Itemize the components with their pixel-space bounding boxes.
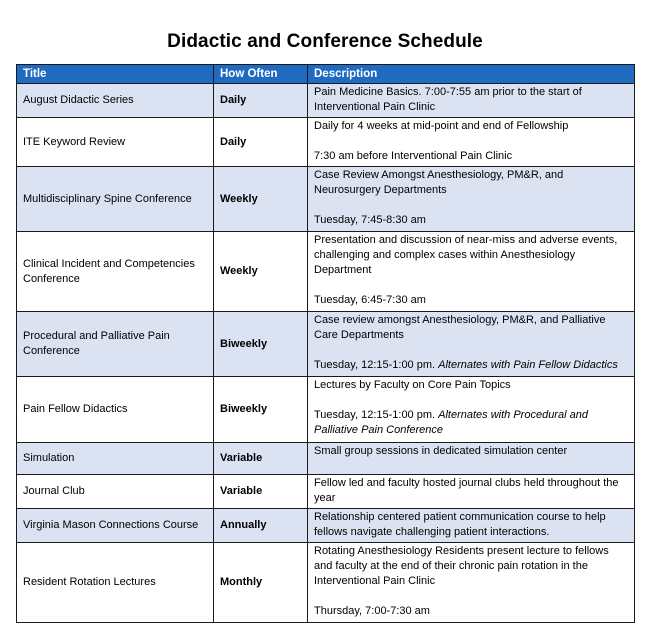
row-title: ITE Keyword Review <box>17 118 214 167</box>
row-description <box>308 232 635 312</box>
row-title: Virginia Mason Connections Course <box>17 509 214 543</box>
row-description <box>308 312 635 377</box>
row-title: Clinical Incident and Competencies Conference <box>17 232 214 312</box>
table-row <box>17 312 635 377</box>
table-row <box>17 84 635 118</box>
table-row <box>17 509 635 543</box>
schedule-time: Tuesday, 12:15-1:00 pm. <box>314 359 436 371</box>
row-frequency: Biweekly <box>214 312 308 377</box>
row-description <box>308 167 635 232</box>
row-frequency: Variable <box>214 443 308 475</box>
row-frequency: Monthly <box>214 543 308 623</box>
row-frequency: Biweekly <box>214 377 308 443</box>
table-row <box>17 118 635 167</box>
row-frequency: Variable <box>214 475 308 509</box>
description-text: Daily for 4 weeks at mid-point and end of Fellowship <box>314 120 569 132</box>
table-row <box>17 475 635 509</box>
row-description <box>308 84 635 118</box>
page-title: Didactic and Conference Schedule <box>167 31 483 52</box>
description-text: Fellow led and faculty hosted journal clubs held throughout the year <box>314 477 619 504</box>
row-frequency: Weekly <box>214 167 308 232</box>
row-description <box>308 543 635 623</box>
row-title: Multidisciplinary Spine Conference <box>17 167 214 232</box>
row-description <box>308 377 635 443</box>
description-text: Pain Medicine Basics. 7:00-7:55 am prior to the start of Interventional Pain Clinic <box>314 86 582 113</box>
description-schedule <box>314 358 628 373</box>
description-text: Rotating Anesthesiology Residents present lecture to fellows and faculty at the end of their chronic pain rotation in the Interventional Pain Clinic <box>314 545 609 587</box>
table-row <box>17 377 635 443</box>
row-title: Procedural and Palliative Pain Conference <box>17 312 214 377</box>
row-title: Resident Rotation Lectures <box>17 543 214 623</box>
column-header-title: Title <box>17 65 214 84</box>
schedule-note: Alternates with Pain Fellow Didactics <box>438 359 618 371</box>
description-text: Case Review Amongst Anesthesiology, PM&R, and Neurosurgery Departments <box>314 169 564 196</box>
description-schedule: Tuesday, 6:45-7:30 am <box>314 294 426 306</box>
column-header-description: Description <box>308 65 635 84</box>
schedule-note: Alternates with Procedural and Palliative Pain Conference <box>314 409 588 436</box>
description-schedule: Thursday, 7:00-7:30 am <box>314 605 430 617</box>
row-frequency: Daily <box>214 84 308 118</box>
column-header-how-often: How Often <box>214 65 308 84</box>
row-description <box>308 118 635 167</box>
row-description <box>308 443 635 475</box>
table-row <box>17 232 635 312</box>
description-text: Lectures by Faculty on Core Pain Topics <box>314 379 511 391</box>
table-row <box>17 543 635 623</box>
row-description <box>308 475 635 509</box>
description-schedule: Tuesday, 7:45-8:30 am <box>314 214 426 226</box>
table-row <box>17 167 635 232</box>
row-title: Journal Club <box>17 475 214 509</box>
row-title: Simulation <box>17 443 214 475</box>
schedule-time: Tuesday, 12:15-1:00 pm. <box>314 409 436 421</box>
description-text: Small group sessions in dedicated simulation center <box>314 445 568 457</box>
description-text: Relationship centered patient communication course to help fellows navigate challenging patient interactions. <box>314 511 606 538</box>
description-schedule <box>314 408 628 438</box>
schedule-table <box>16 64 635 623</box>
row-frequency: Weekly <box>214 232 308 312</box>
table-header-row <box>17 65 635 84</box>
row-frequency: Daily <box>214 118 308 167</box>
row-title: August Didactic Series <box>17 84 214 118</box>
row-frequency: Annually <box>214 509 308 543</box>
description-text: Presentation and discussion of near-miss and adverse events, challenging and complex cases within Anesthesiology Department <box>314 234 618 276</box>
row-description <box>308 509 635 543</box>
table-row <box>17 443 635 475</box>
description-text: Case review amongst Anesthesiology, PM&R, and Palliative Care Departments <box>314 314 606 341</box>
row-title: Pain Fellow Didactics <box>17 377 214 443</box>
description-schedule: 7:30 am before Interventional Pain Clinic <box>314 150 513 162</box>
